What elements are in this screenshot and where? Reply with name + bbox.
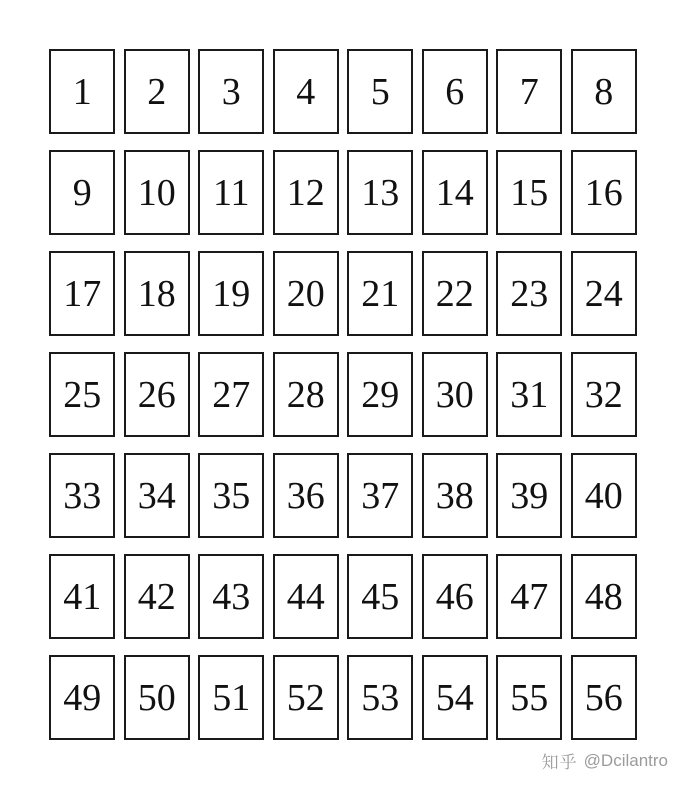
- grid-cell[interactable]: 38: [422, 453, 488, 538]
- grid-cell[interactable]: 26: [124, 352, 190, 437]
- grid-cell[interactable]: 47: [496, 554, 562, 639]
- grid-cell[interactable]: 32: [571, 352, 637, 437]
- grid-cell[interactable]: 6: [422, 49, 488, 134]
- grid-cell[interactable]: 51: [198, 655, 264, 740]
- watermark-author: @Dcilantro: [583, 750, 668, 770]
- grid-cell[interactable]: 12: [273, 150, 339, 235]
- grid-cell[interactable]: 4: [273, 49, 339, 134]
- grid-cell[interactable]: 20: [273, 251, 339, 336]
- grid-cell[interactable]: 27: [198, 352, 264, 437]
- grid-cell[interactable]: 3: [198, 49, 264, 134]
- grid-cell[interactable]: 54: [422, 655, 488, 740]
- grid-cell[interactable]: 45: [347, 554, 413, 639]
- grid-cell[interactable]: 46: [422, 554, 488, 639]
- grid-cell[interactable]: 15: [496, 150, 562, 235]
- grid-cell[interactable]: 48: [571, 554, 637, 639]
- grid-cell[interactable]: 44: [273, 554, 339, 639]
- grid-cell[interactable]: 7: [496, 49, 562, 134]
- grid-cell[interactable]: 39: [496, 453, 562, 538]
- grid-cell[interactable]: 24: [571, 251, 637, 336]
- grid-cell[interactable]: 9: [49, 150, 115, 235]
- grid-cell[interactable]: 52: [273, 655, 339, 740]
- grid-cell[interactable]: 28: [273, 352, 339, 437]
- grid-cell[interactable]: 30: [422, 352, 488, 437]
- grid-cell[interactable]: 42: [124, 554, 190, 639]
- grid-cell[interactable]: 29: [347, 352, 413, 437]
- grid-cell[interactable]: 40: [571, 453, 637, 538]
- grid-cell[interactable]: 1: [49, 49, 115, 134]
- grid-cell[interactable]: 25: [49, 352, 115, 437]
- grid-cell[interactable]: 31: [496, 352, 562, 437]
- grid-cell[interactable]: 50: [124, 655, 190, 740]
- grid-cell[interactable]: 10: [124, 150, 190, 235]
- grid-cell[interactable]: 37: [347, 453, 413, 538]
- grid-cell[interactable]: 34: [124, 453, 190, 538]
- grid-cell[interactable]: 21: [347, 251, 413, 336]
- watermark: [542, 748, 668, 773]
- grid-cell[interactable]: 11: [198, 150, 264, 235]
- grid-cell[interactable]: 17: [49, 251, 115, 336]
- grid-cell[interactable]: 53: [347, 655, 413, 740]
- grid-cell[interactable]: 43: [198, 554, 264, 639]
- grid-cell[interactable]: 49: [49, 655, 115, 740]
- grid-cell[interactable]: 16: [571, 150, 637, 235]
- grid-cell[interactable]: 36: [273, 453, 339, 538]
- grid-cell[interactable]: 41: [49, 554, 115, 639]
- grid-cell[interactable]: 19: [198, 251, 264, 336]
- grid-cell[interactable]: 56: [571, 655, 637, 740]
- grid-cell[interactable]: 22: [422, 251, 488, 336]
- grid-cell[interactable]: 13: [347, 150, 413, 235]
- grid-cell[interactable]: 23: [496, 251, 562, 336]
- grid-cell[interactable]: 33: [49, 453, 115, 538]
- grid-cell[interactable]: 18: [124, 251, 190, 336]
- grid-cell[interactable]: 35: [198, 453, 264, 538]
- number-grid: [45, 49, 641, 740]
- grid-cell[interactable]: 14: [422, 150, 488, 235]
- grid-cell[interactable]: 8: [571, 49, 637, 134]
- grid-cell[interactable]: 5: [347, 49, 413, 134]
- grid-cell[interactable]: 55: [496, 655, 562, 740]
- zhihu-logo: 知乎: [541, 753, 578, 772]
- grid-cell[interactable]: 2: [124, 49, 190, 134]
